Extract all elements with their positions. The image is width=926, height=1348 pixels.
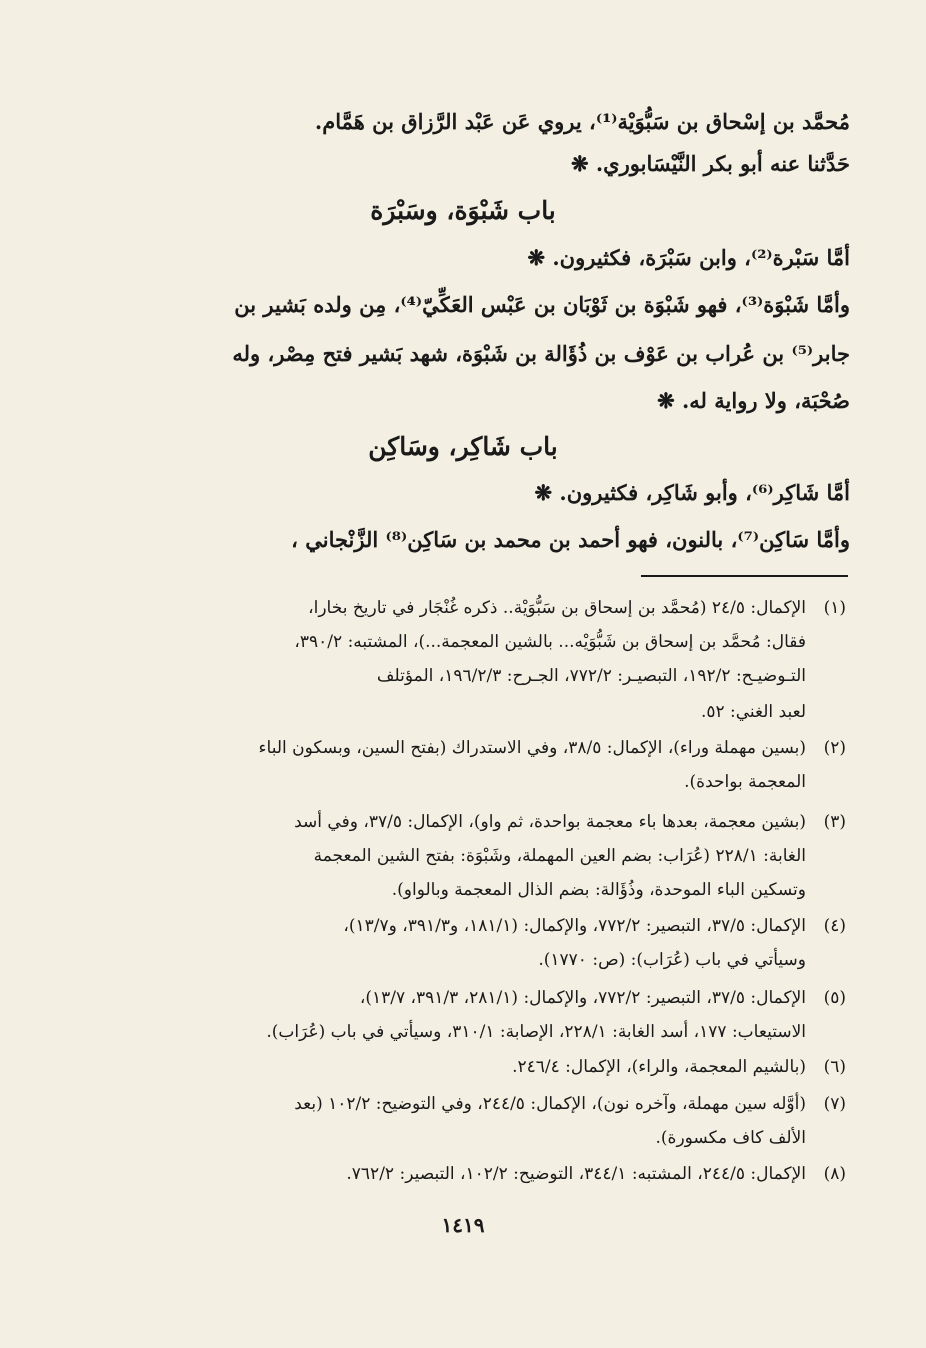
- footnote-text: (بالشيم المعجمة، والراء)، الإكمال: ٢٤٦/٤.: [512, 1057, 806, 1077]
- footnote-text: لعبد الغني: ٥٢.: [700, 702, 806, 722]
- footnote-text: الإكمال: ٣٧/٥، التبصير: ٧٧٢/٢، والإكمال: (٢٨١/١، ٣٩١/٣، ١٣/٧)،: [359, 988, 806, 1008]
- footnote-text: (بشين معجمة، بعدها باء معجمة بواحدة، ثم واو)، الإكمال: ٣٧/٥، وفي أسد: [294, 812, 806, 832]
- section-heading: باب شَبْوَة، وسَبْرَة: [370, 196, 556, 225]
- footnote-text: الاستيعاب: ١٧٧، أسد الغابة: ٢٢٨/١، الإصابة: ٣١٠/١، وسيأتي في باب (عُرَاب).: [266, 1022, 806, 1042]
- footnote-number: (٦): [823, 1057, 846, 1077]
- body-line: وأمَّا شَبْوَة⁽³⁾، فهو شَبْوَة بن ثَوْبَان بن عَبْس العَكِّيّ⁽⁴⁾، مِن ولده بَشير بن: [234, 292, 850, 317]
- footnote-text: (بسين مهملة وراء)، الإكمال: ٣٨/٥، وفي الاستدراك (بفتح السين، وبسكون الباء: [258, 738, 806, 758]
- footnote-text: الغابة: ٢٢٨/١ (عُرَاب: بضم العين المهملة، وشَبْوَة: بفتح الشين المعجمة: [313, 846, 806, 866]
- footnote-number: (١): [823, 598, 846, 618]
- section-heading: باب شَاكِر، وسَاكِن: [368, 432, 558, 461]
- footnote-separator: [641, 575, 848, 577]
- footnote: [156, 810, 846, 834]
- footnote-text: (أوَّله سين مهملة، وآخره نون)، الإكمال: ٢٤٤/٥، وفي التوضيح: ١٠٢/٢ (بعد: [294, 1094, 806, 1114]
- footnote-number: (٤): [823, 916, 846, 936]
- footnote-text: الإكمال: ٢٤/٥ (مُحمَّد بن إسحاق بن سَبُّوَيْة.. ذكره غُنْجَار في تاريخ بخارا،: [308, 598, 806, 618]
- body-line: وأمَّا سَاكِن⁽⁷⁾، بالنون، فهو أحمد بن محمد بن سَاكِن⁽⁸⁾ الزَّنْجاني ،: [291, 527, 850, 552]
- body-line: حَدَّثنا عنه أبو بكر النَّيْسَابوري. ❋: [570, 151, 850, 176]
- body-line: مُحمَّد بن إسْحاق بن سَبُّوَيْة⁽¹⁾، يروي عَن عَبْد الرَّزاق بن هَمَّام.: [314, 109, 850, 134]
- footnote-number: (٧): [823, 1094, 846, 1114]
- body-line: أمَّا شَاكِر⁽⁶⁾، وأبو شَاكِر، فكثيرون. ❋: [534, 480, 850, 505]
- body-line: جابر⁽⁵⁾ بن عُراب بن عَوْف بن ذُؤَالة بن شَبْوَة، شهد بَشير فتح مِصْر، وله: [232, 341, 850, 366]
- footnote: [156, 986, 846, 1010]
- footnote: [156, 1162, 846, 1186]
- footnote-number: (٢): [823, 738, 846, 758]
- footnote-text: الإكمال: ٢٤٤/٥، المشتبه: ٣٤٤/١، التوضيح: ١٠٢/٢، التبصير: ٧٦٢/٢.: [346, 1164, 806, 1184]
- footnote-text: التـوضيـح: ١٩٢/٢، التبصيـر: ٧٧٢/٢، الجـرح: ١٩٦/٢/٣، المؤتلف: [376, 666, 806, 686]
- body-line: صُحْبَة، ولا رواية له. ❋: [657, 388, 850, 413]
- footnote-text: فقال: مُحمَّد بن إسحاق بن شَبُّوَيْه... بالشين المعجمة...)، المشتبه: ٣٩٠/٢،: [294, 632, 806, 652]
- footnote-number: (٥): [823, 988, 846, 1008]
- footnote: [156, 1092, 846, 1116]
- footnote: [156, 1055, 846, 1079]
- footnote: [156, 736, 846, 760]
- footnote-number: (٣): [823, 812, 846, 832]
- page-number: ١٤١٩: [441, 1213, 485, 1237]
- footnote-text: الألف كاف مكسورة).: [655, 1128, 806, 1148]
- footnote: [156, 596, 846, 620]
- footnote-text: المعجمة بواحدة).: [684, 772, 806, 792]
- body-line: أمَّا سَبْرة⁽²⁾، وابن سَبْرَة، فكثيرون. ❋: [527, 245, 850, 270]
- footnote-text: الإكمال: ٣٧/٥، التبصير: ٧٧٢/٢، والإكمال: (١٨١/١، و٣٩١/٣، و١٣/٧)،: [343, 916, 806, 936]
- footnote-text: وتسكين الباء الموحدة، وذُؤَالة: بضم الذال المعجمة وبالواو).: [391, 880, 806, 900]
- footnote: [156, 914, 846, 938]
- footnote-number: (٨): [823, 1164, 846, 1184]
- footnote-text: وسيأتي في باب (عُرَاب): (ص: ١٧٧٠).: [538, 950, 806, 970]
